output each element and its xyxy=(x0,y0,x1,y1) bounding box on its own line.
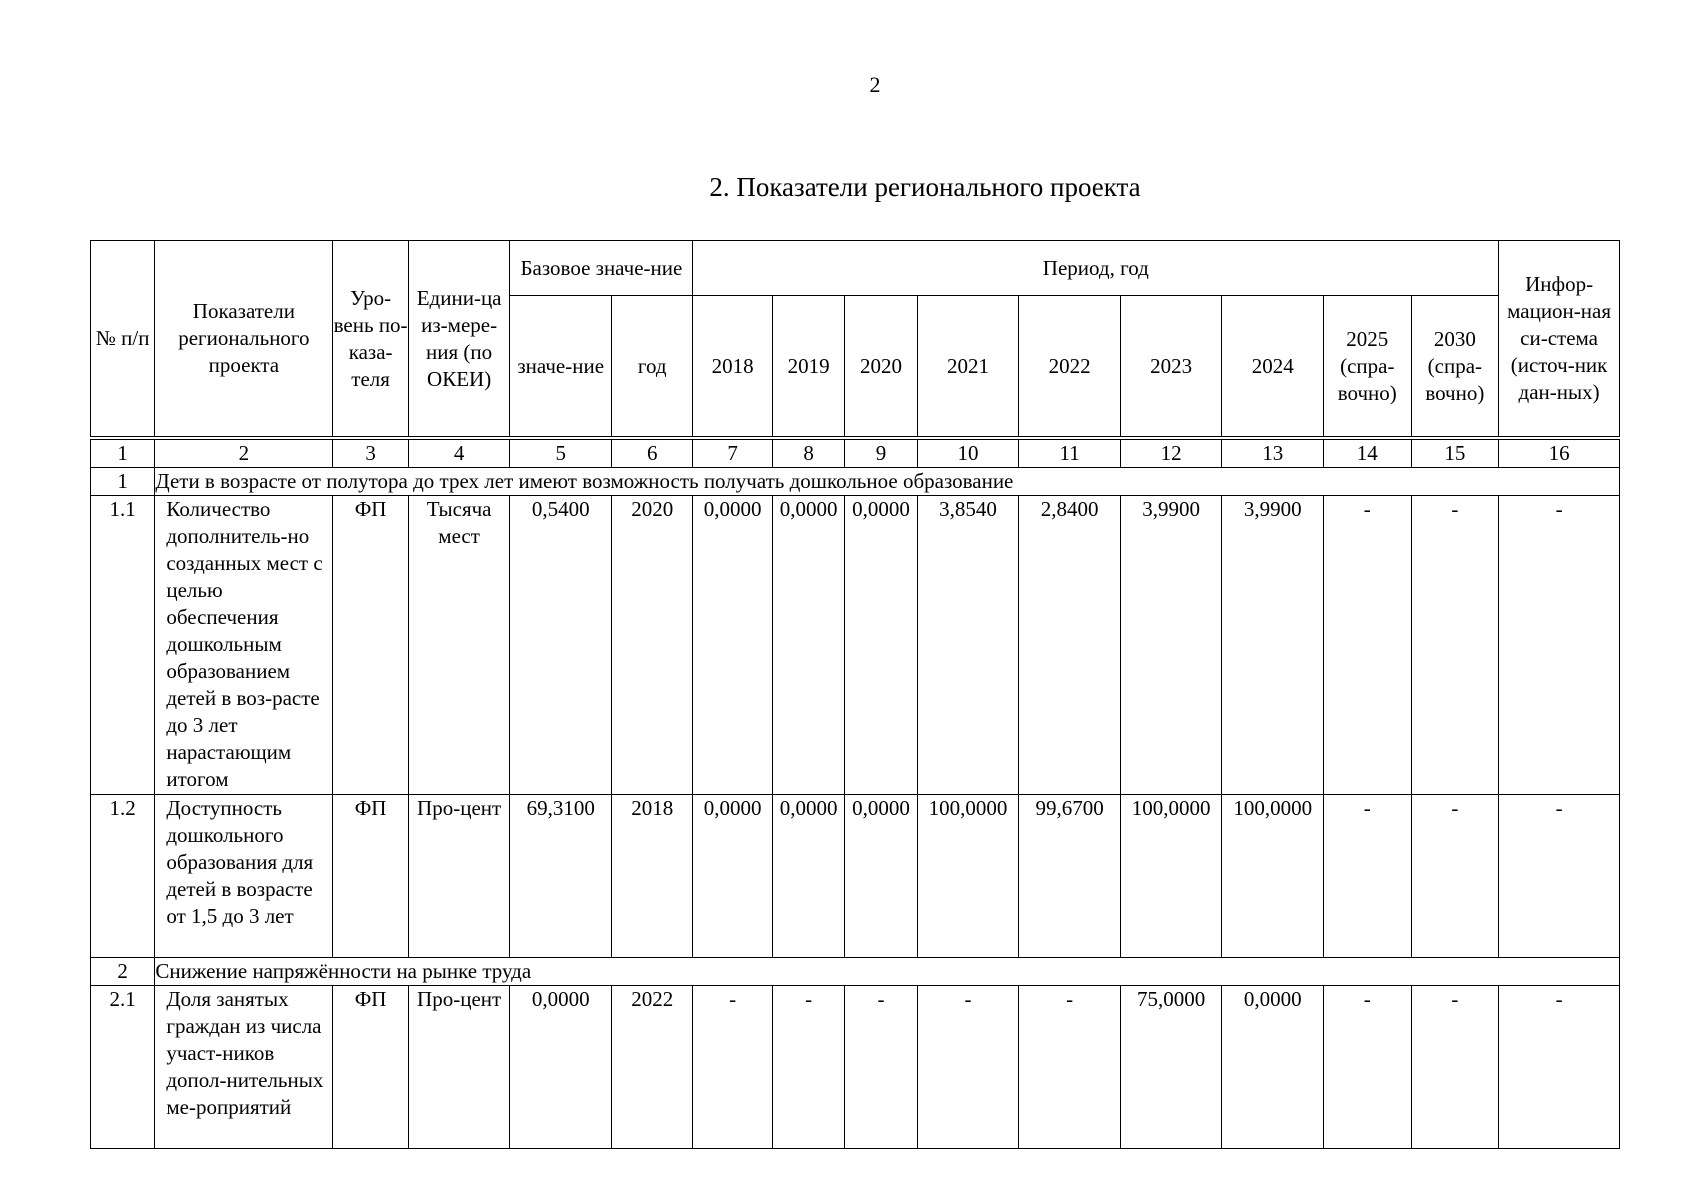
row-value: - xyxy=(1411,795,1499,958)
row-level: ФП xyxy=(333,986,408,1149)
row-level: ФП xyxy=(333,496,408,795)
row-value: 100,0000 xyxy=(917,795,1019,958)
row-value: - xyxy=(917,986,1019,1149)
row-info: - xyxy=(1499,496,1620,795)
row-value: 3,9900 xyxy=(1222,496,1324,795)
header-indicators: Показатели регионального проекта xyxy=(155,241,333,439)
column-number: 6 xyxy=(611,438,692,468)
row-unit: Тысяча мест xyxy=(408,496,510,795)
column-number: 11 xyxy=(1019,438,1121,468)
row-base-year: 2020 xyxy=(611,496,692,795)
header-base: Базовое значе-ние xyxy=(510,241,693,296)
row-value: 3,9900 xyxy=(1120,496,1222,795)
column-number: 5 xyxy=(510,438,612,468)
row-value: - xyxy=(845,986,917,1149)
row-value: - xyxy=(1019,986,1121,1149)
header-year: 2023 xyxy=(1120,296,1222,439)
row-value: 3,8540 xyxy=(917,496,1019,795)
row-value: 0,0000 xyxy=(1222,986,1324,1149)
column-number: 13 xyxy=(1222,438,1324,468)
row-indicator-name: Доля занятых граждан из числа участ-ников допол-нительных ме-роприятий xyxy=(155,986,333,1149)
row-level: ФП xyxy=(333,795,408,958)
section-title-cell: Снижение напряжённости на рынке труда xyxy=(155,958,1620,986)
table-row xyxy=(91,986,1620,1149)
row-base-year: 2018 xyxy=(611,795,692,958)
row-value: 99,6700 xyxy=(1019,795,1121,958)
section-row xyxy=(91,468,1620,496)
header-unit: Едини-ца из-мере-ния (по ОКЕИ) xyxy=(408,241,510,439)
row-base-year: 2022 xyxy=(611,986,692,1149)
row-num: 2.1 xyxy=(91,986,155,1149)
row-info: - xyxy=(1499,986,1620,1149)
column-number: 2 xyxy=(155,438,333,468)
column-number: 3 xyxy=(333,438,408,468)
section-title-cell: Дети в возрасте от полутора до трех лет имеют возможность получать дошкольное образование xyxy=(155,468,1620,496)
header-year: 2021 xyxy=(917,296,1019,439)
table-row xyxy=(91,496,1620,795)
row-num: 1.1 xyxy=(91,496,155,795)
header-year: 2024 xyxy=(1222,296,1324,439)
row-num: 1.2 xyxy=(91,795,155,958)
row-base-value: 0,5400 xyxy=(510,496,612,795)
header-period: Период, год xyxy=(693,241,1499,296)
row-value: 0,0000 xyxy=(845,496,917,795)
column-number: 12 xyxy=(1120,438,1222,468)
column-number: 16 xyxy=(1499,438,1620,468)
row-indicator-name: Доступность дошкольного образования для детей в возрасте от 1,5 до 3 лет xyxy=(155,795,333,958)
column-number: 7 xyxy=(693,438,772,468)
header-year: 2019 xyxy=(772,296,844,439)
row-base-value: 0,0000 xyxy=(510,986,612,1149)
row-indicator-name: Количество дополнитель-но созданных мест с целью обеспечения дошкольным образованием детей в воз-расте до 3 лет нарастающим итогом xyxy=(155,496,333,795)
row-value: 0,0000 xyxy=(693,496,772,795)
column-number: 14 xyxy=(1324,438,1412,468)
row-value: - xyxy=(1411,496,1499,795)
header-level: Уро-вень по-каза-теля xyxy=(333,241,408,439)
section-title: 2. Показатели регионального проекта xyxy=(709,172,1141,202)
column-number: 10 xyxy=(917,438,1019,468)
header-year: 2018 xyxy=(693,296,772,439)
table-row xyxy=(91,795,1620,958)
row-value: - xyxy=(1324,496,1412,795)
row-value: 2,8400 xyxy=(1019,496,1121,795)
column-number: 1 xyxy=(91,438,155,468)
section-num: 2 xyxy=(91,958,155,986)
section-row xyxy=(91,958,1620,986)
header-base-value: значе-ние xyxy=(510,296,612,439)
row-value: 0,0000 xyxy=(772,496,844,795)
header-base-year: год xyxy=(611,296,692,439)
row-value: - xyxy=(1324,986,1412,1149)
row-value: - xyxy=(772,986,844,1149)
column-number: 8 xyxy=(772,438,844,468)
header-year: 2022 xyxy=(1019,296,1121,439)
header-year: 2030 (спра-вочно) xyxy=(1411,296,1499,439)
row-unit: Про-цент xyxy=(408,795,510,958)
column-number: 15 xyxy=(1411,438,1499,468)
row-value: - xyxy=(1411,986,1499,1149)
row-value: 0,0000 xyxy=(845,795,917,958)
row-value: - xyxy=(1324,795,1412,958)
column-number: 4 xyxy=(408,438,510,468)
header-info: Инфор-мацион-ная си-стема (источ-ник дан-ных) xyxy=(1499,241,1620,439)
row-value: - xyxy=(693,986,772,1149)
row-base-value: 69,3100 xyxy=(510,795,612,958)
header-year: 2020 xyxy=(845,296,917,439)
row-value: 75,0000 xyxy=(1120,986,1222,1149)
header-num: № п/п xyxy=(91,241,155,439)
row-value: 0,0000 xyxy=(693,795,772,958)
column-number: 9 xyxy=(845,438,917,468)
header-year: 2025 (спра-вочно) xyxy=(1324,296,1412,439)
row-value: 100,0000 xyxy=(1222,795,1324,958)
section-num: 1 xyxy=(91,468,155,496)
row-info: - xyxy=(1499,795,1620,958)
page-number: 2 xyxy=(869,72,881,97)
row-value: 0,0000 xyxy=(772,795,844,958)
indicators-table xyxy=(90,240,1620,1149)
row-value: 100,0000 xyxy=(1120,795,1222,958)
row-unit: Про-цент xyxy=(408,986,510,1149)
